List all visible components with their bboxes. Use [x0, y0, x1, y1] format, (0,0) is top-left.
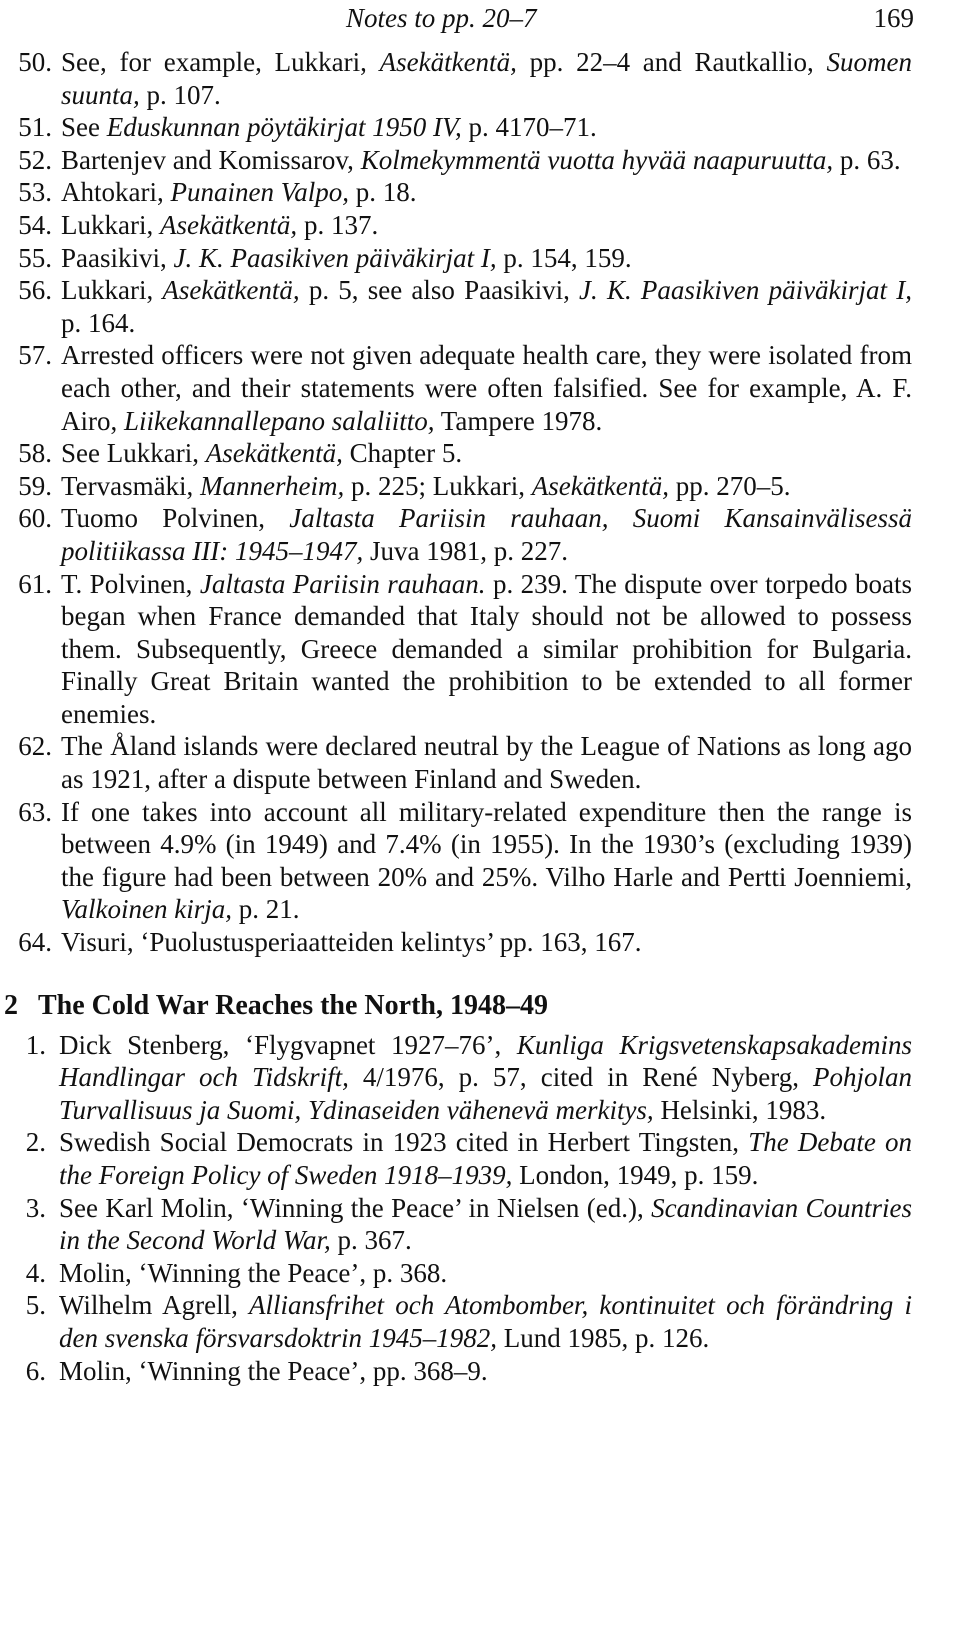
footnote-text: Lukkari,: [61, 275, 163, 306]
footnote: [0, 470, 960, 503]
footnote-text: See Karl Molin, ‘Winning the Peace’ in Nielsen (ed.),: [59, 1192, 652, 1223]
footnote: [0, 339, 960, 437]
footnote: [0, 1126, 960, 1191]
footnote: [0, 730, 960, 795]
footnote: [0, 796, 960, 926]
footnote-number: 6.: [25, 1355, 46, 1386]
chapter-heading: [0, 989, 960, 1023]
footnote-text: p. 5, see also Paasikivi,: [299, 275, 580, 306]
footnote-number: 50.: [18, 47, 52, 77]
footnote-text: p. 239. The dispute over torpedo boats began when France demanded that Italy should not be allowed to possess them. Subsequently, Greece demanded a similar prohibition for Bulgaria. Finally Great Britain wanted the prohibition to be extended to all former enemies.: [61, 568, 912, 729]
footnote-text: Arrested officers were not given adequate health care, they were isolated from each other, and their statements were often falsified. See for example, A. F. Airo,: [61, 340, 912, 436]
footnote: [0, 1355, 960, 1388]
citation-title: Pohjolan Turvallisuus ja Suomi, Ydinaseiden vähenevä merkitys,: [59, 1062, 913, 1125]
footnote-text: pp. 270–5.: [668, 470, 791, 501]
footnote: [0, 111, 960, 144]
chapter-number: 2: [4, 989, 18, 1021]
footnote-text: Wilhelm Agrell,: [59, 1290, 250, 1321]
citation-title: Scandinavian Countries in the Second World War,: [59, 1192, 912, 1256]
citation-title: Liikekannallepano salaliitto,: [124, 405, 435, 436]
footnote-text: Bartenjev and Komissarov,: [61, 144, 361, 175]
footnote: [0, 1289, 960, 1354]
citation-title: Asekätkentä,: [379, 47, 517, 77]
footnote: [0, 1029, 960, 1127]
footnote-text: T. Polvinen,: [61, 568, 200, 599]
citation-title: Mannerheim,: [200, 470, 345, 501]
footnote-text: Tervasmäki,: [61, 470, 201, 501]
page-header: [0, 0, 960, 36]
footnote-text: Molin, ‘Winning the Peace’, p. 368.: [59, 1257, 448, 1288]
footnote: [0, 437, 960, 470]
footnote: [0, 274, 960, 339]
footnote-text: Juva 1981, p. 227.: [363, 535, 568, 566]
footnote-text: Swedish Social Democrats in 1923 cited in Herbert Tingsten,: [59, 1127, 749, 1158]
footnote-text: p. 4170–71.: [461, 112, 597, 143]
citation-title: Punainen Valpo,: [170, 177, 349, 208]
page-number: 169: [873, 3, 914, 33]
footnote-number: 61.: [18, 568, 52, 599]
footnote-text: Molin, ‘Winning the Peace’, pp. 368–9.: [59, 1355, 488, 1386]
footnote-number: 2.: [25, 1127, 46, 1158]
footnote: [0, 1257, 960, 1290]
footnote-number: 58.: [18, 438, 52, 469]
footnote: [0, 209, 960, 242]
footnote-text: Chapter 5.: [342, 438, 463, 469]
footnote-text: Tuomo Polvinen,: [61, 503, 290, 534]
footnote: [0, 176, 960, 209]
citation-title: Eduskunnan pöytäkirjat 1950 IV,: [106, 112, 462, 143]
footnote-text: The Åland islands were declared neutral by the League of Nations as long ago as 1921, after a dispute between Finland and Sweden.: [61, 731, 912, 795]
footnote-text: p. 154, 159.: [496, 242, 632, 273]
footnote-number: 57.: [18, 340, 52, 371]
citation-title: Asekätkentä,: [159, 209, 298, 240]
chapter-1-notes: [0, 46, 960, 959]
running-head: Notes to pp. 20–7: [346, 3, 537, 33]
footnote: [0, 242, 960, 275]
footnote-text: Lund 1985, p. 126.: [496, 1322, 710, 1353]
footnote-number: 3.: [25, 1192, 46, 1223]
citation-title: Suomen suunta,: [61, 47, 913, 110]
footnote-text: London, 1949, p. 159.: [512, 1160, 759, 1190]
citation-title: Jaltasta Pariisin rauhaan.: [199, 568, 486, 599]
footnote-number: 55.: [18, 242, 52, 273]
chapter-2-notes: [0, 1029, 960, 1388]
footnote-text: See: [61, 112, 107, 143]
citation-title: The Debate on the Foreign Policy of Sweden 1918–1939,: [59, 1127, 913, 1190]
footnote-text: pp. 22–4 and Rautkallio,: [516, 47, 827, 77]
citation-title: Valkoinen kirja,: [61, 894, 232, 925]
footnote-number: 60.: [18, 503, 52, 534]
citation-title: Asekätkentä,: [162, 275, 300, 306]
citation-title: Kolmekymmentä vuotta hyvää naapuruutta,: [360, 144, 834, 175]
footnote-number: 54.: [18, 209, 52, 240]
footnote-text: Paasikivi,: [61, 242, 174, 273]
footnote-number: 52.: [18, 144, 52, 175]
footnote-number: 63.: [18, 796, 52, 827]
footnote-number: 51.: [18, 112, 52, 143]
citation-title: Asekätkentä,: [531, 470, 669, 501]
footnote: [0, 46, 960, 111]
footnote-text: Lukkari,: [61, 209, 160, 240]
footnote-text: p. 18.: [348, 177, 417, 208]
footnote-text: See, for example, Lukkari,: [61, 47, 380, 77]
footnote-number: 1.: [25, 1029, 46, 1060]
footnote-text: p. 225; Lukkari,: [344, 470, 532, 501]
footnote-number: 56.: [18, 275, 52, 306]
footnote-number: 64.: [18, 927, 52, 958]
footnote-text: Helsinki, 1983.: [653, 1094, 827, 1125]
footnote-text: p. 137.: [297, 209, 379, 240]
footnote-number: 4.: [25, 1257, 46, 1288]
citation-title: J. K. Paasikiven päiväkirjat I,: [173, 242, 497, 273]
footnote-text: p. 164.: [61, 307, 136, 338]
footnote-text: 4/1976, p. 57, cited in René Nyberg,: [348, 1062, 814, 1093]
footnote-number: 5.: [25, 1290, 46, 1321]
citation-title: Jaltasta Pariisin rauhaan, Suomi Kansainvälisessä politiikassa III: 1945–1947,: [61, 503, 912, 566]
citation-title: Asekätkentä,: [205, 438, 343, 469]
footnote: [0, 568, 960, 731]
footnote-text: p. 107.: [139, 79, 221, 110]
footnote: [0, 144, 960, 177]
footnote: [0, 502, 960, 567]
footnote-text: Visuri, ‘Puolustusperiaatteiden kelintys’ pp. 163, 167.: [61, 927, 642, 958]
footnote-text: p. 21.: [231, 894, 300, 925]
footnote-text: Tampere 1978.: [434, 405, 603, 436]
footnote-text: Ahtokari,: [61, 177, 171, 208]
chapter-title: The Cold War Reaches the North, 1948–49: [38, 989, 548, 1021]
citation-title: J. K. Paasikiven päiväkirjat I,: [579, 275, 912, 306]
notes-section: [0, 46, 960, 1387]
footnote-number: 62.: [18, 731, 52, 762]
footnote-number: 59.: [18, 470, 52, 501]
footnote-text: Dick Stenberg, ‘Flygvapnet 1927–76’,: [59, 1029, 517, 1060]
footnote-text: If one takes into account all military-related expenditure then the range is between 4.9% (in 1949) and 7.4% (in 1955). In the 1930’s (excluding 1939) the figure had been between 20% and 25%. Vilho Harle and Pertti Joenniemi,: [61, 796, 912, 892]
footnote-text: p. 63.: [833, 144, 901, 175]
footnote-number: 53.: [18, 177, 52, 208]
footnote: [0, 926, 960, 959]
footnote-text: See Lukkari,: [61, 438, 206, 469]
footnote-text: p. 367.: [330, 1225, 412, 1256]
citation-title: Kunliga Krigsvetenskapsakademins Handlingar och Tidskrift,: [59, 1029, 912, 1093]
citation-title: Alliansfrihet och Atombomber, kontinuitet och förändring i den svenska försvarsdoktrin 1945–1982,: [59, 1290, 912, 1353]
footnote: [0, 1192, 960, 1257]
